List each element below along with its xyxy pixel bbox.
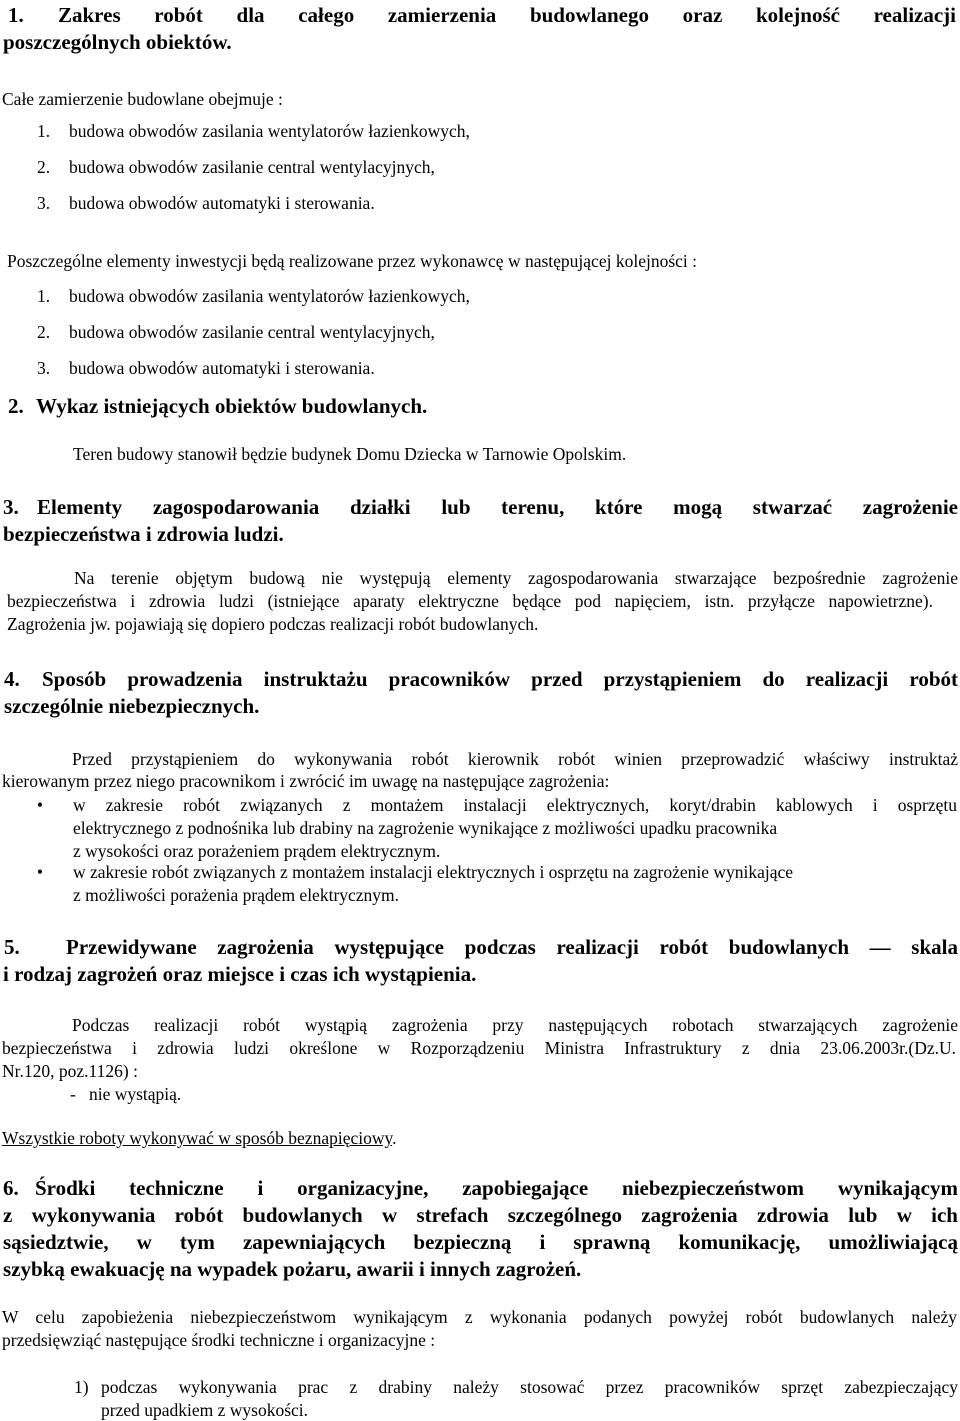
section-5-title-line-1: Przewidywane zagrożenia występujące podczas realizacji robót budowlanych — skala	[66, 935, 958, 959]
section-4-paragraph-line-2: kierowanym przez niego pracownikom i zwrócić im uwagę na następujące zagrożenia:	[2, 771, 610, 791]
order-list-item-number: 3.	[37, 358, 51, 378]
section-6-heading-line-3: sąsiedztwie, w tym zapewniających bezpieczną i sprawną komunikację, umożliwiającą	[3, 1230, 958, 1254]
section-4-heading-line-2: szczególnie niebezpiecznych.	[4, 694, 260, 718]
section-4-number: 4.	[4, 667, 20, 691]
scope-list-item-number: 1.	[37, 121, 51, 141]
bullet-marker: •	[36, 795, 44, 815]
bullet-1-line-3: z wysokości oraz porażeniem prądem elektrycznym.	[73, 841, 441, 861]
scope-list-item-text: budowa obwodów zasilanie central wentylacyjnych,	[69, 157, 435, 177]
section-6-heading-line-2: z wykonywania robót budowlanych w strefach szczególnego zagrożenia zdrowia lub w ich	[3, 1203, 958, 1227]
section-4-paragraph-line-1: Przed przystąpieniem do wykonywania robót kierownik robót winien przeprowadzić właściwy instruktaż	[72, 749, 958, 769]
order-list-item	[37, 358, 375, 379]
scope-list-item-text: budowa obwodów automatyki i sterowania.	[69, 193, 375, 213]
scope-list-item	[37, 193, 375, 214]
section-6-paragraph-line-2: przedsięwziąć następujące środki techniczne i organizacyjne :	[2, 1330, 436, 1350]
order-list-item-number: 1.	[37, 286, 51, 306]
order-list-item-number: 2.	[37, 322, 51, 342]
dash-list-item: - nie wystąpią.	[70, 1084, 182, 1104]
bullet-2-line-2: z możliwości porażenia prądem elektrycznym.	[73, 885, 400, 905]
section-5-note-text: Wszystkie roboty wykonywać w sposób beznapięciowy	[2, 1128, 393, 1148]
section-2-number: 2.	[8, 394, 24, 418]
section-3-paragraph-line-1: Na terenie objętym budową nie występują elementy zagospodarowania stwarzające bezpośrednie zagrożenie	[74, 568, 958, 588]
section-1-heading-line-2: poszczególnych obiektów.	[3, 30, 232, 54]
measures-item-1-line-1: podczas wykonywania prac z drabiny należy stosować przez pracowników sprzęt zabezpieczający	[101, 1377, 958, 1397]
order-list-item	[37, 322, 435, 343]
order-list-item-text: budowa obwodów zasilania wentylatorów łazienkowych,	[69, 286, 470, 306]
order-list-item	[37, 286, 470, 307]
scope-list-item-text: budowa obwodów zasilania wentylatorów łazienkowych,	[69, 121, 470, 141]
section-4-title-line-1: Sposób prowadzenia instruktażu pracowników przed przystąpieniem do realizacji robót	[42, 667, 958, 691]
section-6-paragraph-line-1: W celu zapobieżenia niebezpieczeństwom wynikającym z wykonania podanych powyżej robót budowlanych należy	[2, 1307, 957, 1327]
section-5-note-period: .	[392, 1128, 397, 1148]
section-5-note	[2, 1128, 396, 1149]
order-list-item-text: budowa obwodów automatyki i sterowania.	[69, 358, 375, 378]
bullet-marker: •	[36, 862, 44, 882]
section-5-paragraph-line-3: Nr.120, poz.1126) :	[2, 1061, 138, 1081]
order-list-item-text: budowa obwodów zasilanie central wentylacyjnych,	[69, 322, 435, 342]
section-6-title-line-1: Środki techniczne i organizacyjne, zapobiegające niebezpieczeństwom wynikającym	[35, 1176, 958, 1200]
section-3-heading-line-2: bezpieczeństwa i zdrowia ludzi.	[3, 522, 284, 546]
section-5-heading-line-1	[4, 934, 958, 960]
section-1-heading-line-1	[8, 2, 956, 28]
section-2-heading	[8, 393, 427, 419]
bullet-1-line-1: w zakresie robót związanych z montażem instalacji elektrycznych, koryt/drabin kablowych i osprzętu	[73, 795, 957, 815]
section-3-title-line-1: Elementy zagospodarowania działki lub terenu, które mogą stwarzać zagrożenie	[37, 495, 958, 519]
section-1-intro: Całe zamierzenie budowlane obejmuje :	[2, 89, 283, 109]
section-1-number: 1.	[8, 3, 24, 27]
order-intro: Poszczególne elementy inwestycji będą realizowane przez wykonawcę w następującej kolejności :	[7, 251, 697, 271]
section-3-heading-line-1	[3, 494, 958, 520]
scope-list-item-number: 3.	[37, 193, 51, 213]
section-5-heading-line-2: i rodzaj zagrożeń oraz miejsce i czas ich wystąpienia.	[3, 962, 477, 986]
section-5-number: 5.	[4, 935, 20, 959]
section-6-number: 6.	[3, 1176, 19, 1200]
section-5-paragraph-line-1: Podczas realizacji robót wystąpią zagrożenia przy następujących robotach stwarzających zagrożenie	[72, 1015, 958, 1035]
section-6-heading-line-1	[3, 1175, 958, 1201]
section-3-number: 3.	[3, 495, 19, 519]
section-3-paragraph-line-2: bezpieczeństwa i zdrowia ludzi (istniejące aparaty elektryczne będące pod napięciem, istn. przyłącze napowietrzne).	[7, 591, 933, 611]
section-1-title-line-1: Zakres robót dla całego zamierzenia budowlanego oraz kolejność realizacji	[58, 3, 956, 27]
section-5-paragraph-line-2: bezpieczeństwa i zdrowia ludzi określone w Rozporządzeniu Ministra Infrastruktury z dnia 23.06.2003r.(Dz.U.	[2, 1038, 956, 1058]
section-2-title: Wykaz istniejących obiektów budowlanych.	[36, 394, 428, 418]
scope-list-item	[37, 157, 435, 178]
section-2-body: Teren budowy stanowił będzie budynek Domu Dziecka w Tarnowie Opolskim.	[73, 444, 627, 464]
section-3-paragraph-line-3: Zagrożenia jw. pojawiają się dopiero podczas realizacji robót budowlanych.	[7, 614, 539, 634]
bullet-1-line-2: elektrycznego z podnośnika lub drabiny na zagrożenie wynikające z możliwości upadku pracownika	[73, 818, 778, 838]
section-6-heading-line-4: szybką ewakuację na wypadek pożaru, awarii i innych zagrożeń.	[3, 1257, 582, 1281]
measures-item-1-line-2: przed upadkiem z wysokości.	[101, 1400, 309, 1420]
scope-list-item	[37, 121, 470, 142]
bullet-2-line-1: w zakresie robót związanych z montażem instalacji elektrycznych i osprzętu na zagrożenie wynikające	[73, 862, 794, 882]
measures-item-number: 1)	[74, 1377, 89, 1397]
section-4-heading-line-1	[4, 666, 958, 692]
scope-list-item-number: 2.	[37, 157, 51, 177]
